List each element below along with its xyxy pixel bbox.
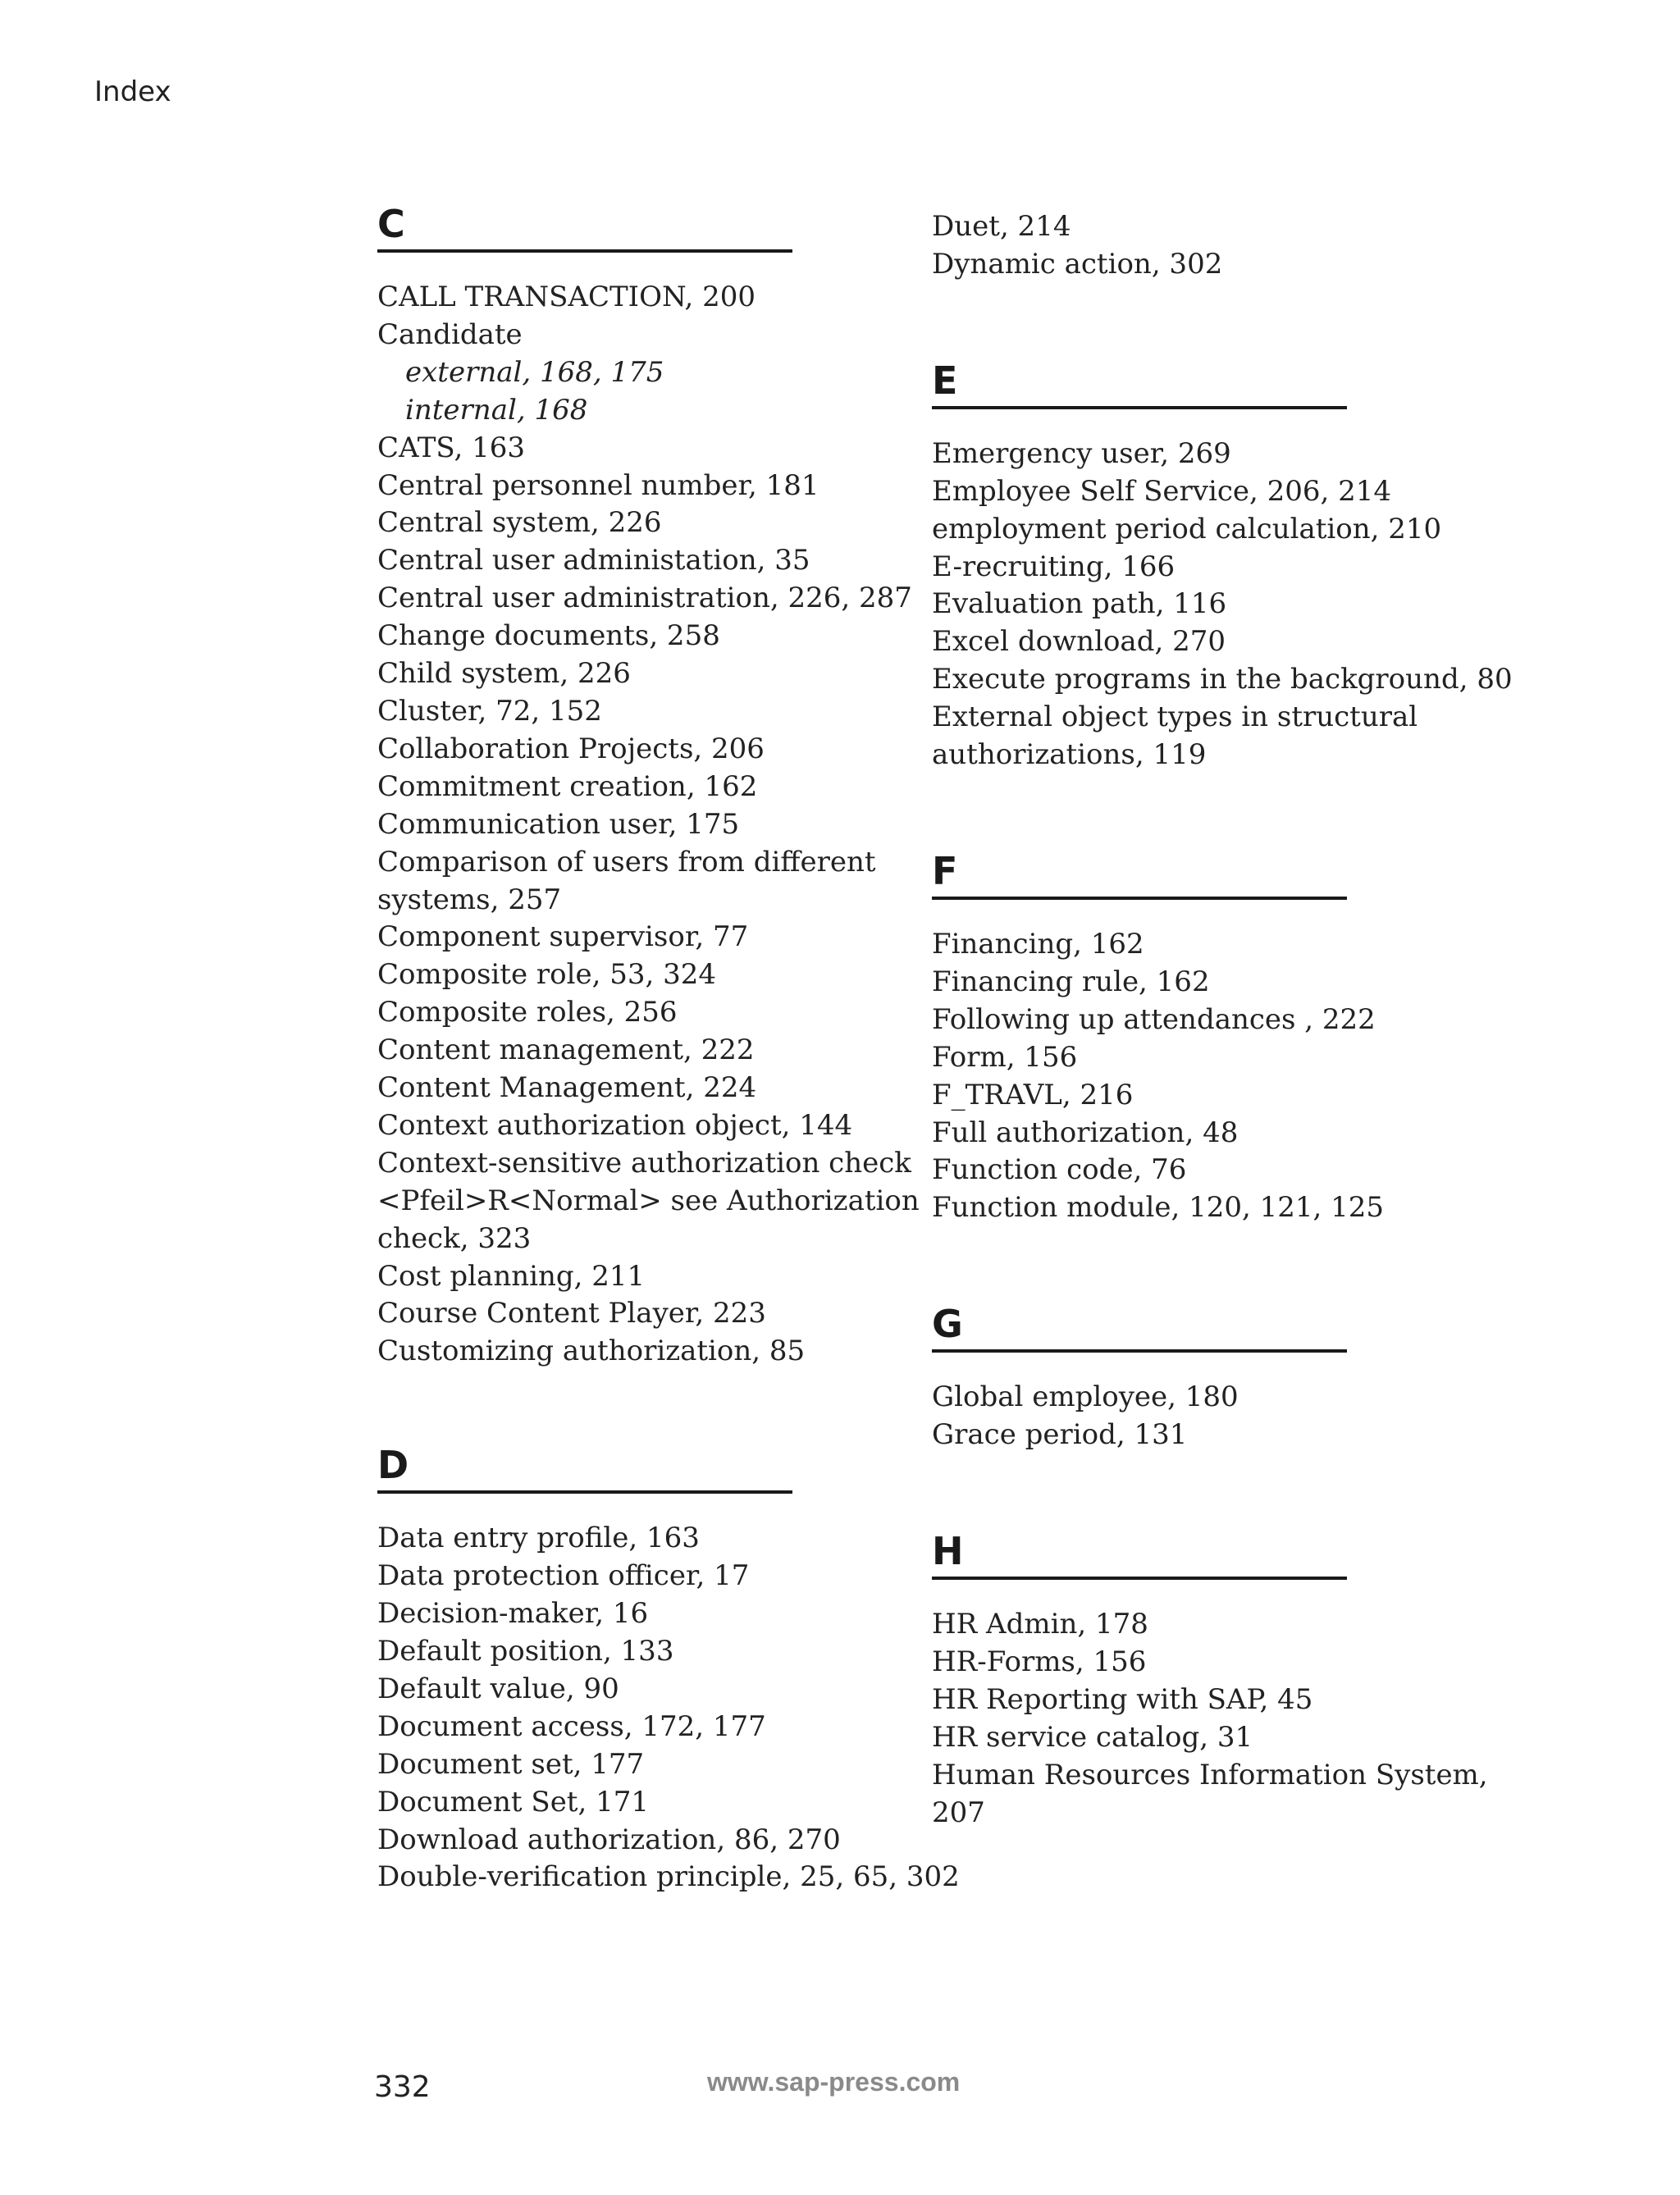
index-entry: Form, 156 (932, 1040, 1078, 1074)
index-entry: Comparison of users from different (377, 845, 876, 878)
index-entry: Excel download, 270 (932, 625, 1226, 659)
index-entry: Cost planning, 211 (377, 1259, 646, 1293)
index-entry: Financing, 162 (932, 927, 1144, 961)
section-letter: G (932, 1305, 1347, 1353)
index-entry: Following up attendances , 222 (932, 1002, 1376, 1036)
index-entry: Employee Self Service, 206, 214 (932, 474, 1392, 508)
index-entry: Download authorization, 86, 270 (377, 1823, 841, 1856)
index-entry: External object types in structural (932, 700, 1418, 734)
index-subentry: internal, 168 (405, 393, 588, 427)
index-entry: Context authorization object, 144 (377, 1108, 853, 1142)
index-entry: systems, 257 (377, 883, 562, 916)
section-letter: E (932, 362, 1347, 409)
section-letter: C (377, 205, 792, 253)
index-entry: Function code, 76 (932, 1153, 1187, 1187)
index-entry: Data protection officer, 17 (377, 1559, 750, 1593)
index-entry: Document access, 172, 177 (377, 1709, 766, 1743)
index-entry: Communication user, 175 (377, 807, 740, 841)
section-letter: D (377, 1446, 792, 1494)
index-entry: Duet, 214 (932, 210, 1071, 243)
index-entry: HR Admin, 178 (932, 1608, 1148, 1641)
section-letter: F (932, 852, 1347, 900)
entry-list (932, 1379, 1457, 1454)
index-entry: CATS, 163 (377, 431, 525, 464)
continued-entry-list (932, 208, 1457, 284)
entry-list (377, 279, 920, 1371)
index-entry: Cluster, 72, 152 (377, 694, 602, 728)
index-entry: Child system, 226 (377, 657, 631, 691)
index-entry: Default value, 90 (377, 1672, 619, 1705)
index-entry: authorizations, 119 (932, 738, 1207, 772)
index-entry: Global employee, 180 (932, 1380, 1239, 1414)
index-entry: Customizing authorization, 85 (377, 1335, 806, 1368)
index-entry: Central personnel number, 181 (377, 468, 819, 502)
section-letter: H (932, 1532, 1347, 1580)
index-entry: Context-sensitive authorization check (377, 1146, 911, 1180)
index-section-g (932, 1302, 1457, 1454)
index-entry: Emergency user, 269 (932, 436, 1231, 470)
index-entry: Decision-maker, 16 (377, 1597, 649, 1631)
index-entry: F_TRAVL, 216 (932, 1078, 1134, 1111)
index-entry: Grace period, 131 (932, 1418, 1188, 1452)
index-section-f (932, 848, 1457, 1227)
index-entry: Content Management, 224 (377, 1071, 757, 1105)
index-entry: Component supervisor, 77 (377, 920, 749, 954)
index-entry: Central user administration, 226, 287 (377, 582, 912, 615)
index-entry: HR service catalog, 31 (932, 1720, 1253, 1754)
index-entry: Double-verification principle, 25, 65, 302 (377, 1860, 960, 1894)
index-entry: <Pfeil>R<Normal> see Authorization (377, 1184, 920, 1217)
index-entry: Evaluation path, 116 (932, 587, 1227, 621)
entry-list (932, 926, 1457, 1227)
index-entry: Financing rule, 162 (932, 965, 1210, 998)
index-entry: check, 323 (377, 1221, 532, 1255)
index-entry: CALL TRANSACTION, 200 (377, 281, 756, 313)
page-number: 332 (374, 2070, 431, 2104)
index-entry: Document set, 177 (377, 1747, 645, 1781)
index-subentry: external, 168, 175 (405, 355, 664, 389)
index-entry: employment period calculation, 210 (932, 512, 1442, 545)
index-section-h (932, 1529, 1488, 1832)
index-entry: Candidate (377, 317, 523, 351)
index-entry: Execute programs in the background, 80 (932, 663, 1513, 696)
index-entry: HR Reporting with SAP, 45 (932, 1682, 1313, 1716)
index-entry: HR-Forms, 156 (932, 1645, 1147, 1678)
index-entry: Data entry profile, 163 (377, 1522, 700, 1555)
index-entry: Course Content Player, 223 (377, 1297, 766, 1330)
index-entry: Human Resources Information System, (932, 1758, 1488, 1791)
index-entry: 207 (932, 1796, 985, 1829)
index-column-right (932, 208, 1513, 1832)
entry-list (932, 436, 1513, 774)
index-entry: Central system, 226 (377, 506, 662, 540)
index-entry: Dynamic action, 302 (932, 247, 1223, 281)
index-entry: Default position, 133 (377, 1635, 674, 1668)
index-section-c (377, 202, 920, 1371)
index-entry: Content management, 222 (377, 1034, 755, 1067)
entry-list (932, 1606, 1488, 1832)
index-entry: Central user administation, 35 (377, 544, 810, 577)
index-entry: Document Set, 171 (377, 1785, 649, 1819)
running-head: Index (94, 75, 171, 108)
index-entry: Commitment creation, 162 (377, 769, 758, 803)
index-entry: Collaboration Projects, 206 (377, 732, 765, 765)
index-entry: Full authorization, 48 (932, 1116, 1239, 1149)
index-entry: Composite roles, 256 (377, 996, 678, 1029)
index-entry: Function module, 120, 121, 125 (932, 1191, 1385, 1225)
index-entry: Composite role, 53, 324 (377, 958, 716, 992)
index-entry: Change documents, 258 (377, 619, 720, 653)
index-section-e (932, 358, 1513, 774)
publisher-url: www.sap-press.com (707, 2067, 961, 2097)
index-entry: E-recruiting, 166 (932, 550, 1176, 583)
